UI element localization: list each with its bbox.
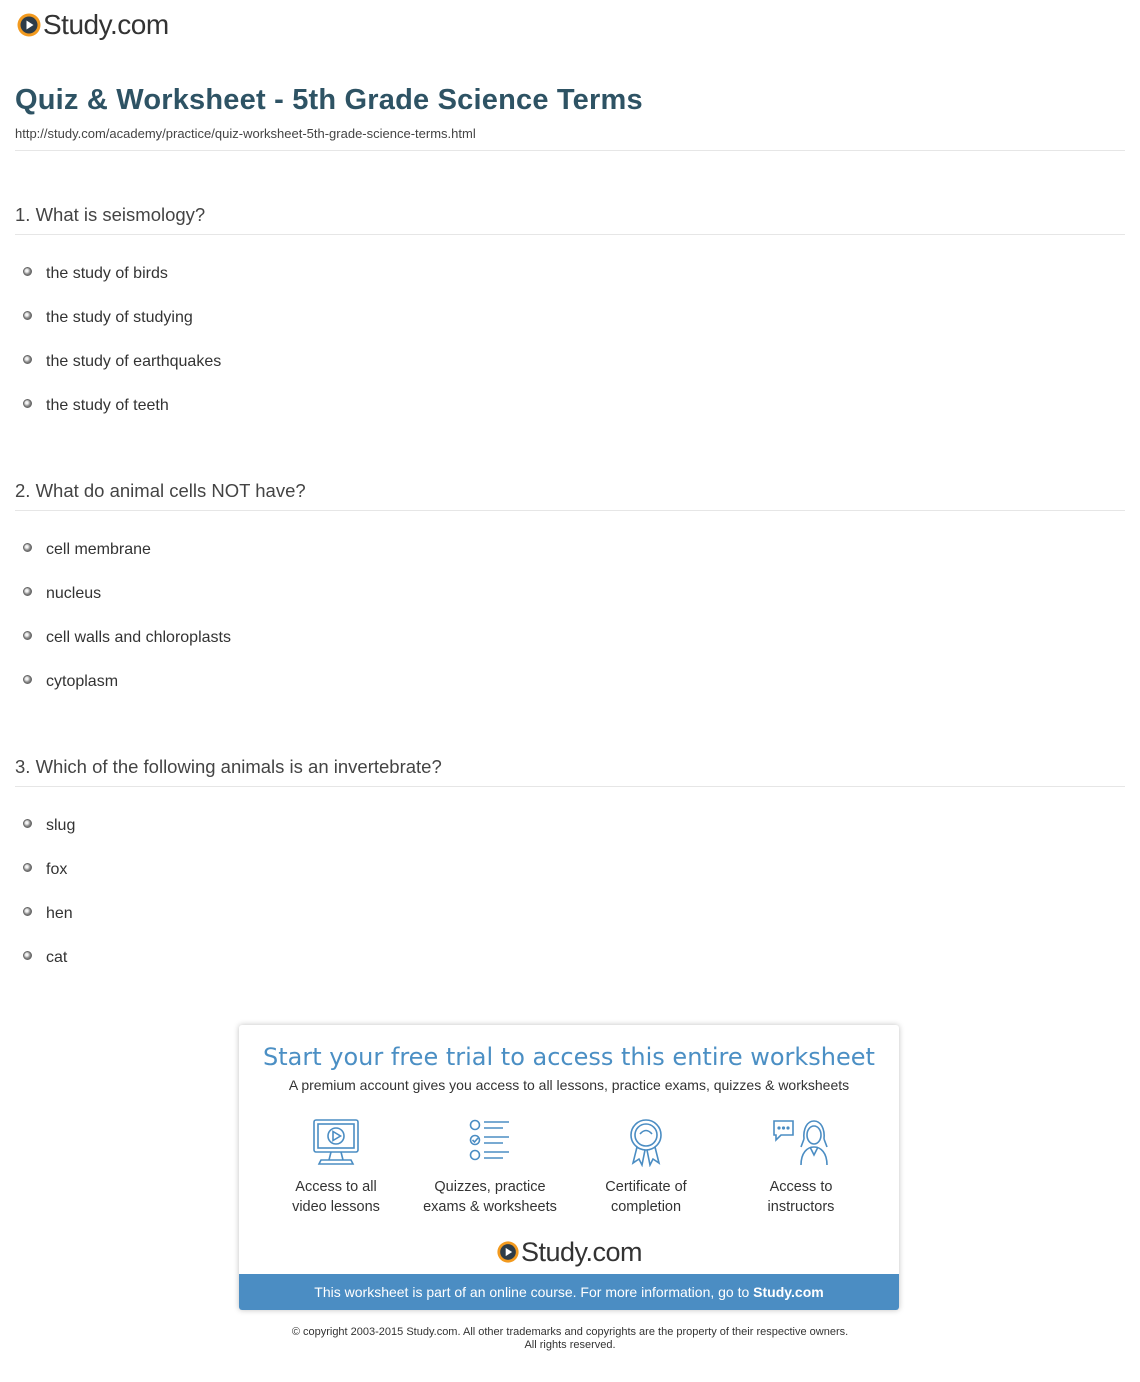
feature-label: Certificate of completion	[605, 1179, 687, 1215]
answer-option[interactable]	[23, 858, 67, 882]
play-logo-icon	[496, 1240, 520, 1264]
promo-footer-bar	[239, 1274, 899, 1310]
feature-label: Quizzes, practice exams & worksheets	[423, 1179, 557, 1215]
option-label: cytoplasm	[46, 673, 119, 690]
answer-option[interactable]	[23, 538, 151, 562]
answer-option[interactable]	[23, 262, 168, 286]
option-label: cell membrane	[46, 541, 151, 558]
option-label: hen	[46, 905, 73, 922]
radio-button-icon[interactable]	[23, 863, 32, 872]
header-divider	[15, 150, 1125, 151]
ribbon-medal-icon	[621, 1117, 671, 1167]
logo-text: Study.com	[520, 1237, 643, 1267]
option-label: the study of earthquakes	[46, 353, 222, 370]
studycom-link[interactable]: Study.com	[753, 1284, 824, 1300]
promo-subtitle: A premium account gives you access to all lessons, practice exams, quizzes & worksheets	[288, 1077, 850, 1093]
question-divider	[15, 786, 1125, 787]
radio-button-icon[interactable]	[23, 399, 32, 408]
answer-option[interactable]	[23, 946, 67, 970]
radio-button-icon[interactable]	[23, 951, 32, 960]
copyright-notice	[0, 1326, 1140, 1352]
radio-button-icon[interactable]	[23, 675, 32, 684]
answer-option[interactable]	[23, 306, 193, 330]
question-divider	[15, 234, 1125, 235]
page-title: Quiz & Worksheet - 5th Grade Science Terms	[15, 84, 643, 116]
feature-label: Access to all video lessons	[292, 1179, 380, 1215]
answer-option[interactable]	[23, 350, 221, 374]
promo-footer-text: This worksheet is part of an online course. For more information, go to	[314, 1284, 754, 1300]
option-label: the study of studying	[46, 309, 193, 326]
question-text: 2. What do animal cells NOT have?	[15, 480, 306, 501]
radio-button-icon[interactable]	[23, 355, 32, 364]
question-2	[15, 476, 1125, 690]
question-text: 3. Which of the following animals is an invertebrate?	[15, 756, 442, 777]
question-text: 1. What is seismology?	[15, 204, 206, 225]
question-divider	[15, 510, 1125, 511]
promo-logo[interactable]	[239, 1237, 899, 1267]
logo-text: Study.com	[43, 9, 169, 40]
rights-line: All rights reserved.	[524, 1339, 616, 1351]
feature-instructors	[726, 1117, 876, 1217]
answer-option[interactable]	[23, 814, 75, 838]
option-label: the study of birds	[46, 265, 168, 282]
checklist-icon	[465, 1117, 515, 1167]
feature-video-lessons	[261, 1117, 411, 1217]
free-trial-promo[interactable]	[239, 1025, 899, 1310]
answer-option[interactable]	[23, 902, 73, 926]
radio-button-icon[interactable]	[23, 819, 32, 828]
radio-button-icon[interactable]	[23, 267, 32, 276]
radio-button-icon[interactable]	[23, 631, 32, 640]
radio-button-icon[interactable]	[23, 311, 32, 320]
radio-button-icon[interactable]	[23, 543, 32, 552]
copyright-line: © copyright 2003-2015 Study.com. All other trademarks and copyrights are the property of their respective owners.	[291, 1326, 849, 1338]
option-label: fox	[46, 861, 68, 878]
site-logo[interactable]	[16, 10, 169, 40]
answer-option[interactable]	[23, 582, 101, 606]
feature-label: Access to instructors	[767, 1179, 835, 1215]
option-label: cat	[46, 949, 68, 966]
instructor-chat-icon	[771, 1117, 831, 1167]
play-logo-icon	[16, 12, 42, 38]
option-label: cell walls and chloroplasts	[46, 629, 231, 646]
option-label: slug	[46, 817, 76, 834]
feature-certificate	[571, 1117, 721, 1217]
question-1	[15, 200, 1125, 414]
radio-button-icon[interactable]	[23, 587, 32, 596]
feature-quizzes	[415, 1117, 565, 1217]
option-label: the study of teeth	[46, 397, 169, 414]
answer-option[interactable]	[23, 670, 118, 694]
answer-option[interactable]	[23, 626, 231, 650]
page-url: http://study.com/academy/practice/quiz-worksheet-5th-grade-science-terms.html	[15, 126, 476, 141]
radio-button-icon[interactable]	[23, 907, 32, 916]
question-3	[15, 752, 1125, 966]
answer-option[interactable]	[23, 394, 169, 418]
video-monitor-icon	[311, 1117, 361, 1167]
option-label: nucleus	[46, 585, 102, 602]
promo-title[interactable]: Start your free trial to access this entire worksheet	[263, 1043, 875, 1071]
